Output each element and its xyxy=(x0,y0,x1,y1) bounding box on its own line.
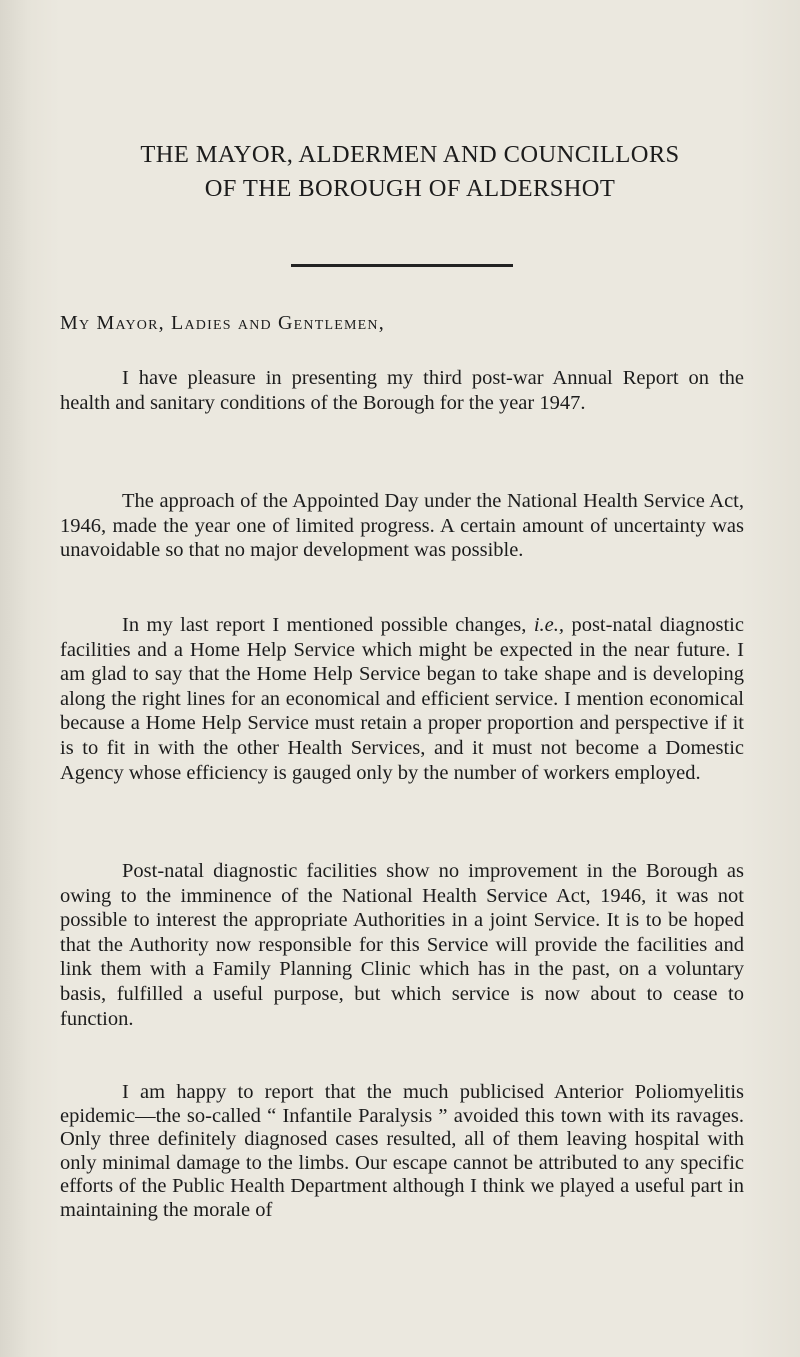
paragraph-4: Post-natal diagnostic facilities show no improvement in the Borough as owing to the imminence of the National Health Service Act, 1946, it was not possible to interest the appropriate Authorities in a joint Service. It is to be hoped that the Authority now responsible for this Service will provide the facilities and link them with a Family Planning Clinic which has in the past, on a voluntary basis, fulfilled a useful purpose, but which service is now about to cease to function. xyxy=(60,860,744,1030)
paragraph-3-text-end: post-natal diagnostic facilities and a Home Help Service which might be expected in the near future. I am glad to say that the Home Help Service began to take shape and is developing along the right lines for an economical and efficient service. I mention economical because a Home Help Service must retain a proper proportion and perspective if it is to fit in with the other Health Services, and it must not become a Domestic Agency whose efficiency is gauged only by the number of workers employed. xyxy=(60,614,744,784)
paragraph-3-italic-ie: i.e., xyxy=(533,614,565,636)
heading-line-2: OF THE BOROUGH OF ALDERSHOT xyxy=(204,175,616,202)
heading-divider xyxy=(291,264,513,267)
paragraph-3-text-start: In my last report I mentioned possible changes, xyxy=(122,614,534,636)
paragraph-3 xyxy=(60,613,744,785)
paragraph-2: The approach of the Appointed Day under the National Health Service Act, 1946, made the year one of limited progress. A certain amount of uncertainty was unavoidable so that no major development was possible. xyxy=(60,490,744,562)
salutation: My Mayor, Ladies and Gentlemen, xyxy=(60,312,385,334)
heading-line-1: THE MAYOR, ALDERMEN AND COUNCILLORS xyxy=(140,141,680,168)
paragraph-1: I have pleasure in presenting my third post-war Annual Report on the health and sanitary conditions of the Borough for the year 1947. xyxy=(60,367,744,414)
paragraph-5: I am happy to report that the much publicised Anterior Poliomyelitis epidemic—the so-called “ Infantile Paralysis ” avoided this town with its ravages. Only three definitely diagnosed cases resulted, all of them leaving hospital with only minimal damage to the limbs. Our escape cannot be attributed to any specific efforts of the Public Health Department although I think we played a useful part in maintaining the morale of xyxy=(60,1081,744,1221)
